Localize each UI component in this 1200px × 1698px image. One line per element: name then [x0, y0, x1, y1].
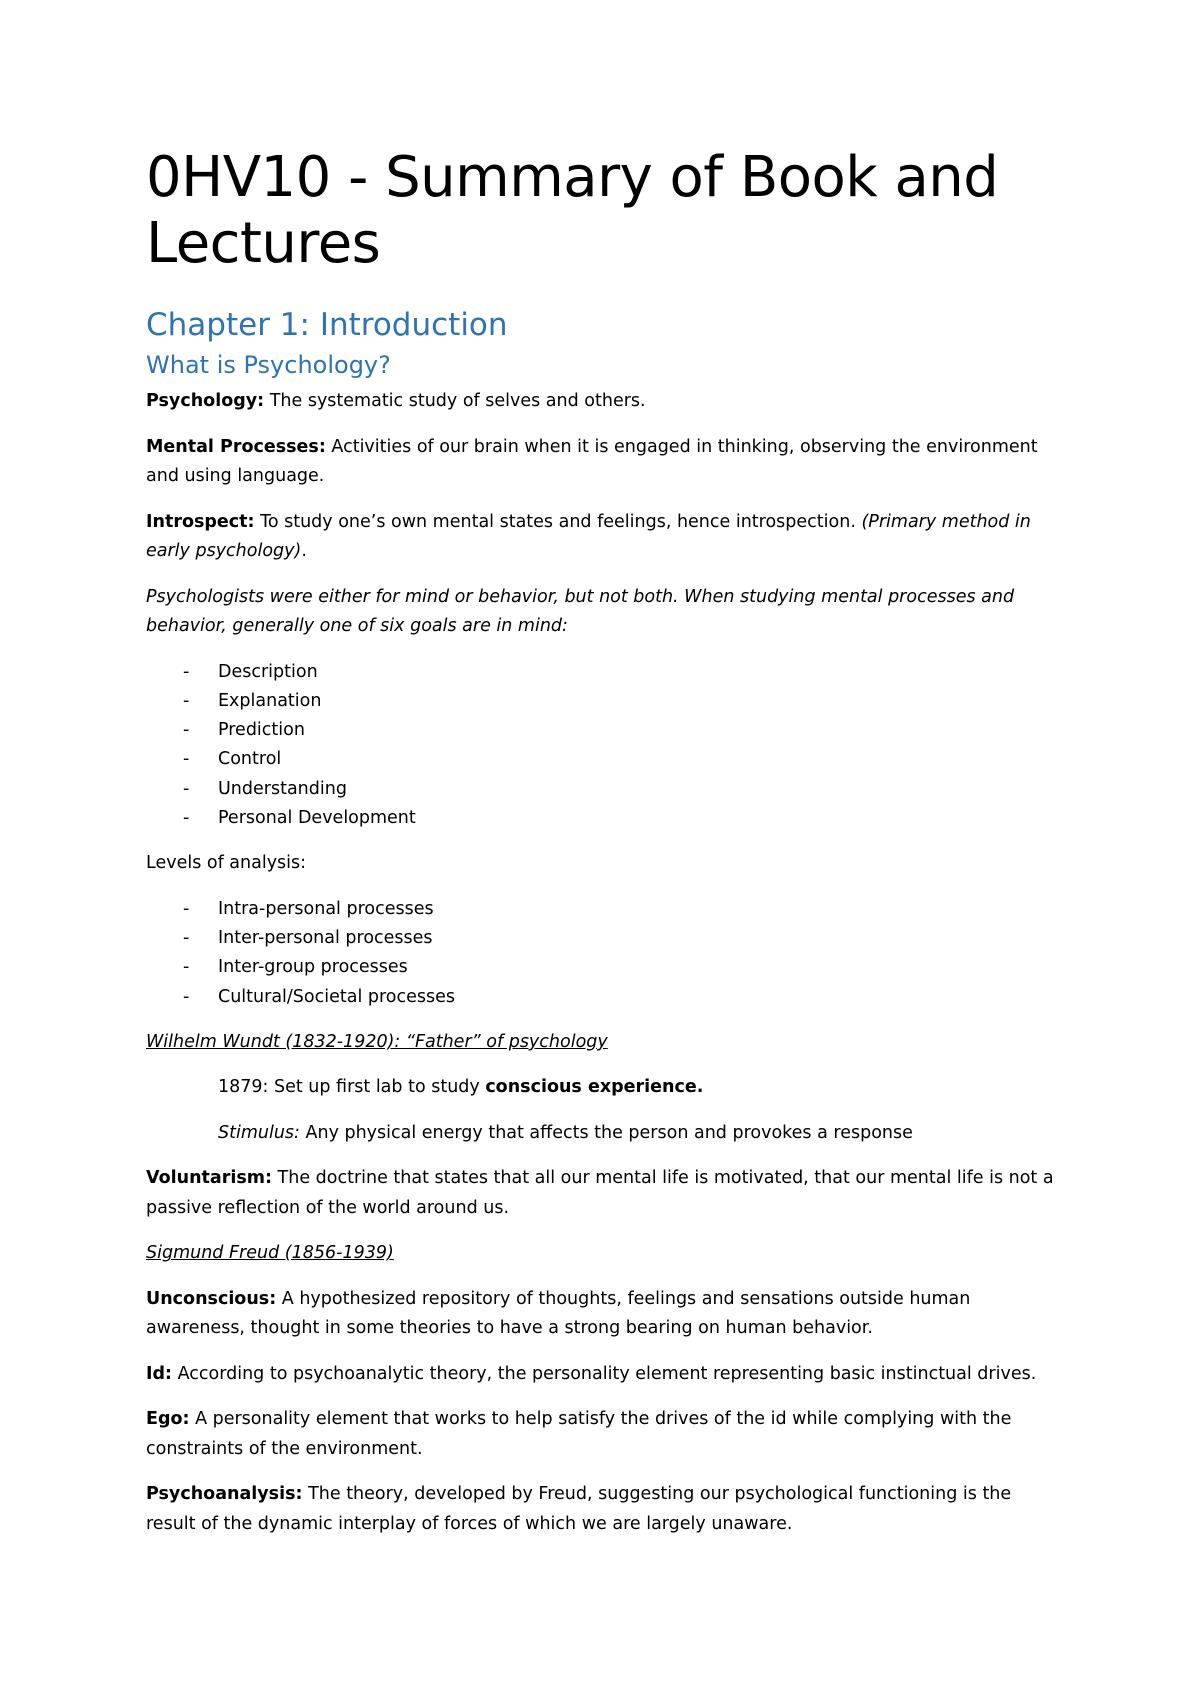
list-item — [146, 775, 1066, 804]
dash-bullet: - — [183, 898, 190, 919]
wundt-lab-note — [146, 1073, 1066, 1103]
list-item — [146, 983, 1066, 1012]
list-item-text: Intra-personal processes — [218, 898, 434, 919]
note-bold: conscious experience. — [485, 1077, 704, 1098]
list-item — [146, 804, 1066, 833]
levels-list — [146, 895, 1066, 1012]
list-item — [146, 716, 1066, 745]
list-item-text: Inter-group processes — [218, 957, 408, 978]
definition-text: The doctrine that states that all our mental life is motivated, that our mental life is not a passive reflection of the world around us. — [146, 1168, 1054, 1218]
term: Stimulus: — [218, 1122, 300, 1143]
dash-bullet: - — [183, 807, 190, 828]
list-item — [146, 895, 1066, 924]
definition-text: A hypothesized repository of thoughts, feelings and sensations outside human awareness, thought in some theories to have a strong bearing on human behavior. — [146, 1288, 971, 1339]
definition-text: The theory, developed by Freud, suggesting our psychological functioning is the result of the dynamic interplay of forces of which we are largely unaware. — [146, 1484, 1012, 1534]
freud-heading: Sigmund Freud (1856-1939) — [146, 1243, 394, 1264]
dash-bullet: - — [183, 749, 190, 770]
definition-mental-processes — [146, 433, 1066, 492]
levels-label: Levels of analysis: — [146, 853, 307, 874]
definition-id — [146, 1360, 1066, 1390]
term: Psychoanalysis: — [146, 1484, 303, 1505]
list-item — [146, 745, 1066, 774]
definition-text: Any physical energy that affects the person and provokes a response — [299, 1122, 913, 1143]
definition-introspect — [146, 508, 1066, 567]
dash-bullet: - — [183, 690, 190, 711]
dash-bullet: - — [183, 928, 190, 949]
note-text: Set up first lab to study — [268, 1077, 486, 1098]
list-item-text: Prediction — [218, 720, 305, 741]
term: Unconscious: — [146, 1288, 277, 1309]
list-item-text: Control — [218, 749, 282, 770]
list-item-text: Explanation — [218, 690, 322, 711]
definition-psychoanalysis — [146, 1480, 1066, 1539]
list-item-text: Description — [218, 661, 318, 682]
list-item-text: Understanding — [218, 778, 347, 799]
list-item — [146, 953, 1066, 982]
dash-bullet: - — [183, 720, 190, 741]
definition-voluntarism — [146, 1164, 1066, 1223]
definition-psychology — [146, 387, 1066, 417]
definition-text: The systematic study of selves and others. — [264, 391, 646, 411]
dash-bullet: - — [183, 986, 190, 1007]
definition-note: (Primary method in early psychology) — [146, 511, 1031, 561]
term: Psychology: — [146, 391, 265, 411]
term: Introspect: — [146, 511, 255, 532]
definition-end: . — [301, 541, 307, 561]
document-title: 0HV10 - Summary of Book and Lectures — [146, 145, 999, 276]
dash-bullet: - — [183, 661, 190, 682]
dash-bullet: - — [183, 957, 190, 978]
list-item — [146, 687, 1066, 716]
section-heading: What is Psychology? — [146, 351, 391, 379]
list-item-text: Inter-personal processes — [218, 928, 433, 949]
definition-text: To study one’s own mental states and feelings, hence introspection. — [254, 511, 862, 532]
wundt-heading: Wilhelm Wundt (1832-1920): “Father” of psychology — [146, 1031, 608, 1052]
term: Voluntarism: — [146, 1168, 272, 1189]
term: Mental Processes: — [146, 436, 326, 457]
definition-stimulus — [146, 1119, 1066, 1149]
definition-text: Activities of our brain when it is engaged in thinking, observing the environment and using language. — [146, 436, 1038, 486]
year: 1879: — [218, 1077, 269, 1098]
definition-unconscious — [146, 1285, 1066, 1344]
goals-list — [146, 658, 1066, 834]
definition-text: According to psychoanalytic theory, the personality element representing basic instinctual drives. — [172, 1363, 1037, 1384]
list-item — [146, 658, 1066, 687]
definition-text: A personality element that works to help satisfy the drives of the id while complying with the constraints of the environment. — [146, 1409, 1012, 1459]
definition-ego — [146, 1405, 1066, 1464]
document-body — [146, 145, 1066, 1555]
term: Ego: — [146, 1409, 190, 1430]
list-item-text: Cultural/Societal processes — [218, 986, 456, 1007]
dash-bullet: - — [183, 778, 190, 799]
goals-intro: Psychologists were either for mind or behavior, but not both. When studying mental processes and behavior, generally one of six goals are in mind: — [146, 586, 1015, 636]
chapter-heading: Chapter 1: Introduction — [146, 307, 508, 343]
term: Id: — [146, 1363, 173, 1384]
list-item-text: Personal Development — [218, 807, 416, 828]
list-item — [146, 924, 1066, 953]
